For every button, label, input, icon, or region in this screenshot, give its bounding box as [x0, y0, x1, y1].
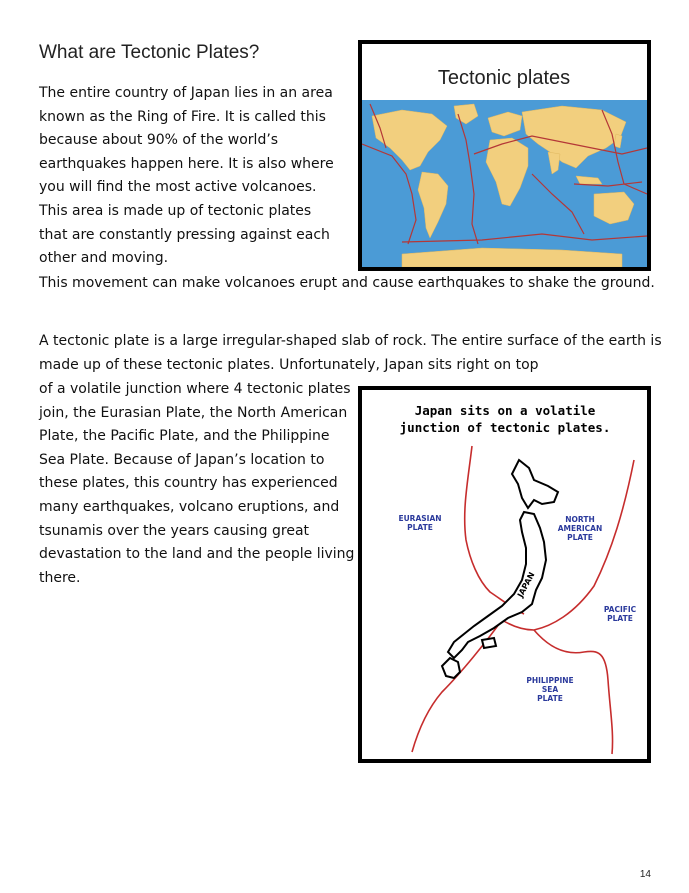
philippine-label-2: SEA	[541, 685, 559, 694]
page-heading: What are Tectonic Plates?	[39, 42, 260, 63]
junction-title-line-2: junction of tectonic plates.	[399, 420, 611, 435]
definition-paragraph: A tectonic plate is a large irregular-shaped slab of rock. The entire surface of the earth is made up of these tectonic plates. Unfortunately, Japan sits right on top	[39, 333, 662, 373]
intro-paragraph-continued: This movement can make volcanoes erupt and cause earthquakes to shake the ground.	[39, 275, 655, 291]
japan-label: JAPAN	[515, 570, 537, 599]
north-american-label-2: AMERICAN	[557, 524, 603, 533]
philippine-label-3: PLATE	[537, 694, 563, 703]
world-map-title: Tectonic plates	[437, 67, 571, 89]
japan-outline	[442, 460, 558, 678]
tectonic-plates-map-figure	[358, 40, 651, 271]
intro-paragraph: The entire country of Japan lies in an area known as the Ring of Fire. It is called this because about 90% of the world’s earthquakes happen here. It is also where you will find the most active volcanoes. This area is made up of tectonic plates that are constantly pressing against each other and moving.	[39, 85, 334, 267]
eurasian-label-2: PLATE	[407, 523, 433, 532]
world-map-illustration	[362, 44, 647, 267]
japan-junction-figure	[358, 386, 651, 763]
japan-junction-illustration	[362, 390, 647, 759]
definition-paragraph-continued: of a volatile junction where 4 tectonic plates join, the Eurasian Plate, the North American Plate, the Pacific Plate, and the Philippine Sea Plate. Because of Japan’s location to these plates, this country has experienced many earthquakes, volcano eruptions, and tsunamis over the years causing great devastation to the land and the people living there.	[39, 381, 355, 586]
eurasian-label-1: EURASIAN	[398, 514, 442, 523]
page-number: 14	[639, 869, 651, 880]
philippine-label-1: PHILIPPINE	[526, 676, 574, 685]
junction-title-line-1: Japan sits on a volatile	[414, 403, 596, 418]
north-american-label-1: NORTH	[565, 515, 595, 524]
pacific-label-2: PLATE	[607, 614, 633, 623]
north-american-label-3: PLATE	[567, 533, 593, 542]
pacific-label-1: PACIFIC	[603, 605, 637, 614]
